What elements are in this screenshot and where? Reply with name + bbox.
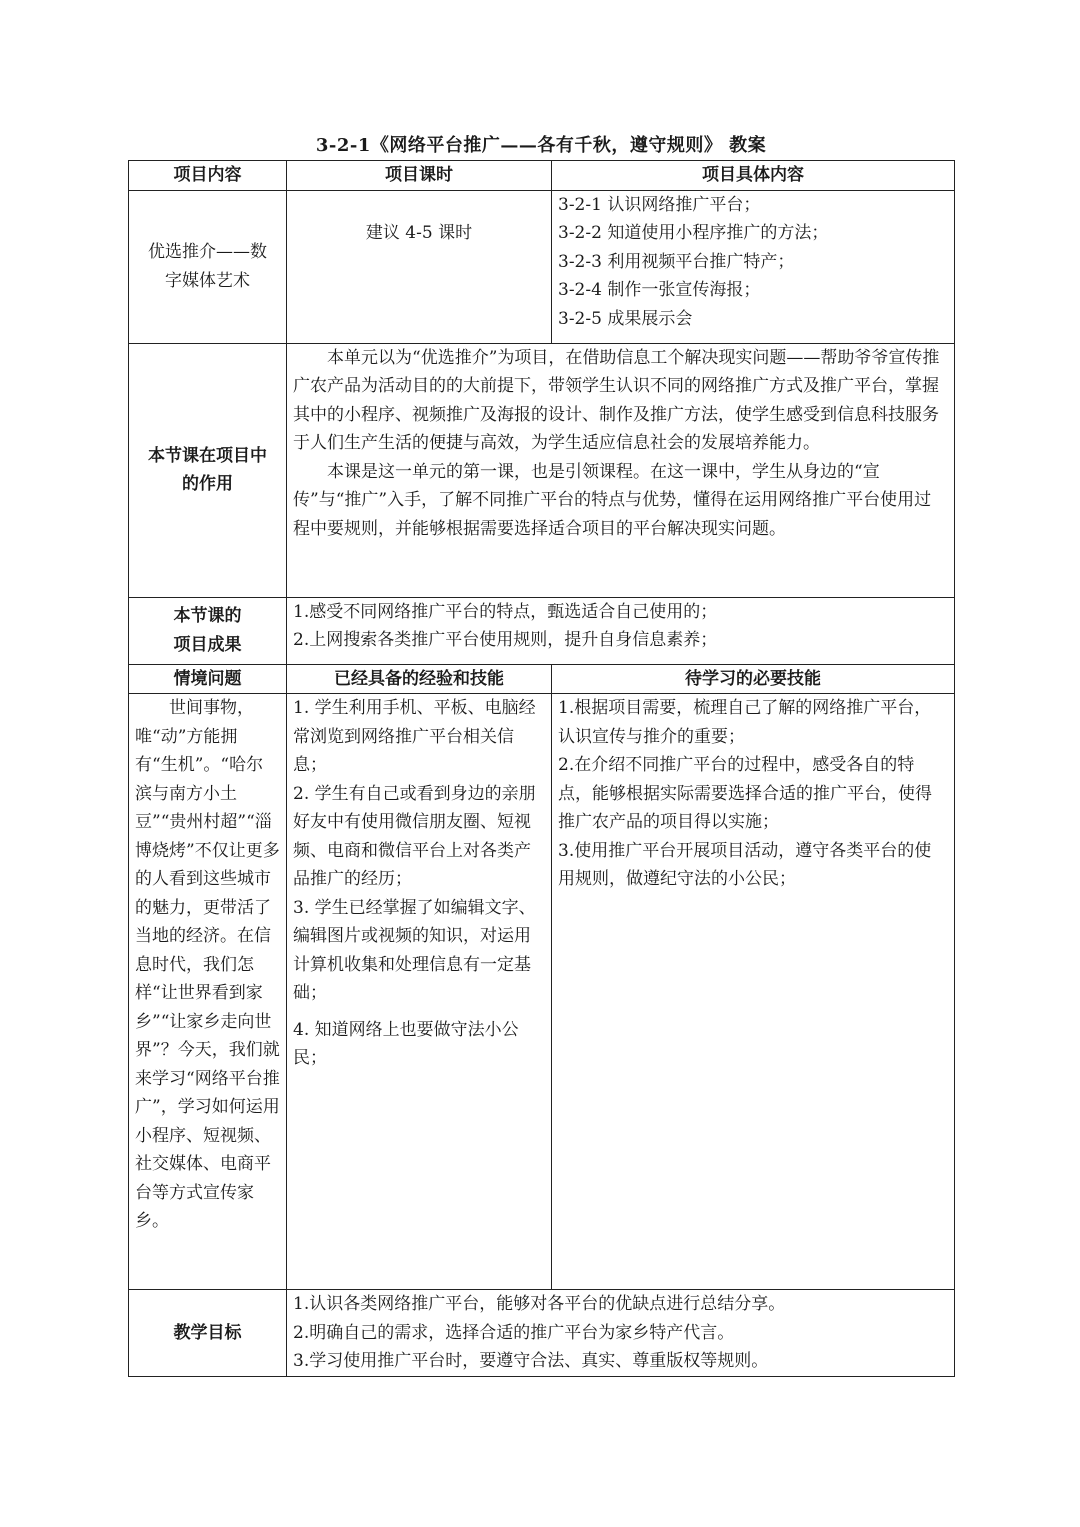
outcome-item: 2.上网搜索各类推广平台使用规则，提升自身信息素养；: [293, 630, 718, 650]
role-paragraph: 本单元以为“优选推介”为项目，在借助信息工个解决现实问题——帮助爷爷宣传推广农产品为活动目的的大前提下，带领学生认识不同的网络推广方式及推广平台，掌握其中的小程序、视频推广及海报的设计、制作及推广方法，使学生感受到信息科技服务于人们生产生活的便捷与高效，为学生适应信息社会的发展培养能力。: [293, 347, 940, 453]
skills-cell: [552, 694, 955, 1290]
role-label-text: 本节课在项目中的作用: [148, 445, 267, 494]
header-project-content: 项目内容: [129, 161, 287, 191]
header-row-2: [129, 664, 955, 694]
situation-row: [129, 694, 955, 1290]
outcome-text-cell: [287, 597, 955, 664]
goal-item: 1.认识各类网络推广平台，能够对各平台的优缺点进行总结分享。: [293, 1294, 786, 1314]
project-item: 3-2-2 知道使用小程序推广的方法；: [558, 223, 829, 243]
skill-item: 3.使用推广平台开展项目活动，遵守各类平台的使用规则，做遵纪守法的小公民；: [558, 840, 932, 889]
lesson-plan-table: [128, 160, 955, 1377]
project-row: [129, 190, 955, 343]
goals-row: [129, 1290, 955, 1377]
project-hours-cell: [287, 190, 552, 343]
project-hours-text: 建议 4-5 课时: [365, 222, 473, 243]
outcome-item: 1.感受不同网络推广平台的特点，甄选适合自己使用的；: [293, 601, 718, 622]
project-item: 3-2-5 成果展示会: [558, 308, 693, 329]
project-content-cell: [129, 190, 287, 343]
project-items-cell: [552, 190, 955, 343]
situation-cell: [129, 694, 287, 1290]
goals-label: 教学目标: [129, 1290, 287, 1377]
experience-item: 2. 学生有自己或看到身边的亲朋好友中有使用微信朋友圈、短视频、电商和微信平台上对各类产品推广的经历；: [293, 783, 536, 889]
outcome-label: [129, 597, 287, 664]
experience-item: 4. 知道网络上也要做守法小公民；: [293, 1019, 519, 1068]
header-skills: 待学习的必要技能: [552, 664, 955, 694]
outcome-label-line: 本节课的: [173, 606, 242, 626]
role-label: [129, 343, 287, 597]
experience-item: 3. 学生已经掌握了如编辑文字、编辑图片或视频的知识，对运用计算机收集和处理信息有一定基础；: [293, 897, 536, 1003]
project-item: 3-2-4 制作一张宣传海报；: [558, 280, 761, 300]
goals-text-cell: [287, 1290, 955, 1377]
project-item: 3-2-1 认识网络推广平台；: [558, 194, 761, 215]
project-item: 3-2-3 利用视频平台推广特产；: [558, 251, 795, 272]
role-paragraph: 本课是这一单元的第一课，也是引领课程。在这一课中，学生从身边的“宣传”与“推广”入手，了解不同推广平台的特点与优势，懂得在运用网络推广平台使用过程中要规则，并能够根据需要选择适合项目的平台解决现实问题。: [293, 461, 932, 539]
experience-cell: [287, 694, 552, 1290]
goal-item: 3.学习使用推广平台时，要遵守合法、真实、尊重版权等规则。: [293, 1351, 769, 1371]
header-experience: 已经具备的经验和技能: [287, 664, 552, 694]
header-row: [129, 161, 955, 191]
outcome-row: [129, 597, 955, 664]
header-project-details: 项目具体内容: [552, 161, 955, 191]
outcome-label-line: 项目成果: [173, 634, 242, 655]
skill-item: 1.根据项目需要，梳理自己了解的网络推广平台，认识宣传与推介的重要；: [558, 698, 932, 747]
document-title: 3-2-1《网络平台推广——各有千秋，遵守规则》 教案: [315, 135, 767, 156]
goal-item: 2.明确自己的需求，选择合适的推广平台为家乡特产代言。: [293, 1322, 735, 1343]
role-row: [129, 343, 955, 597]
project-content-text: 优选推介——数字媒体艺术: [148, 242, 267, 291]
header-situation: 情境问题: [129, 664, 287, 694]
experience-item: 1. 学生利用手机、平板、电脑经常浏览到网络推广平台相关信息；: [293, 698, 536, 775]
skill-item: 2.在介绍不同推广平台的过程中，感受各自的特点，能够根据实际需要选择合适的推广平台，使得推广农产品的项目得以实施；: [558, 755, 932, 832]
situation-text: 世间事物，唯“动”方能拥有“生机”。“哈尔滨与南方小土豆”“贵州村超”“淄博烧烤”不仅让更多的人看到这些城市的魅力，更带活了当地的经济。在信息时代，我们怎样“让世界看到家乡”“让家乡走向世界”？今天，我们就来学习“网络平台推广”，学习如何运用小程序、短视频、社交媒体、电商平台等方式宣传家乡。: [135, 698, 280, 1231]
header-project-hours: 项目课时: [287, 161, 552, 191]
role-text-cell: [287, 343, 955, 597]
